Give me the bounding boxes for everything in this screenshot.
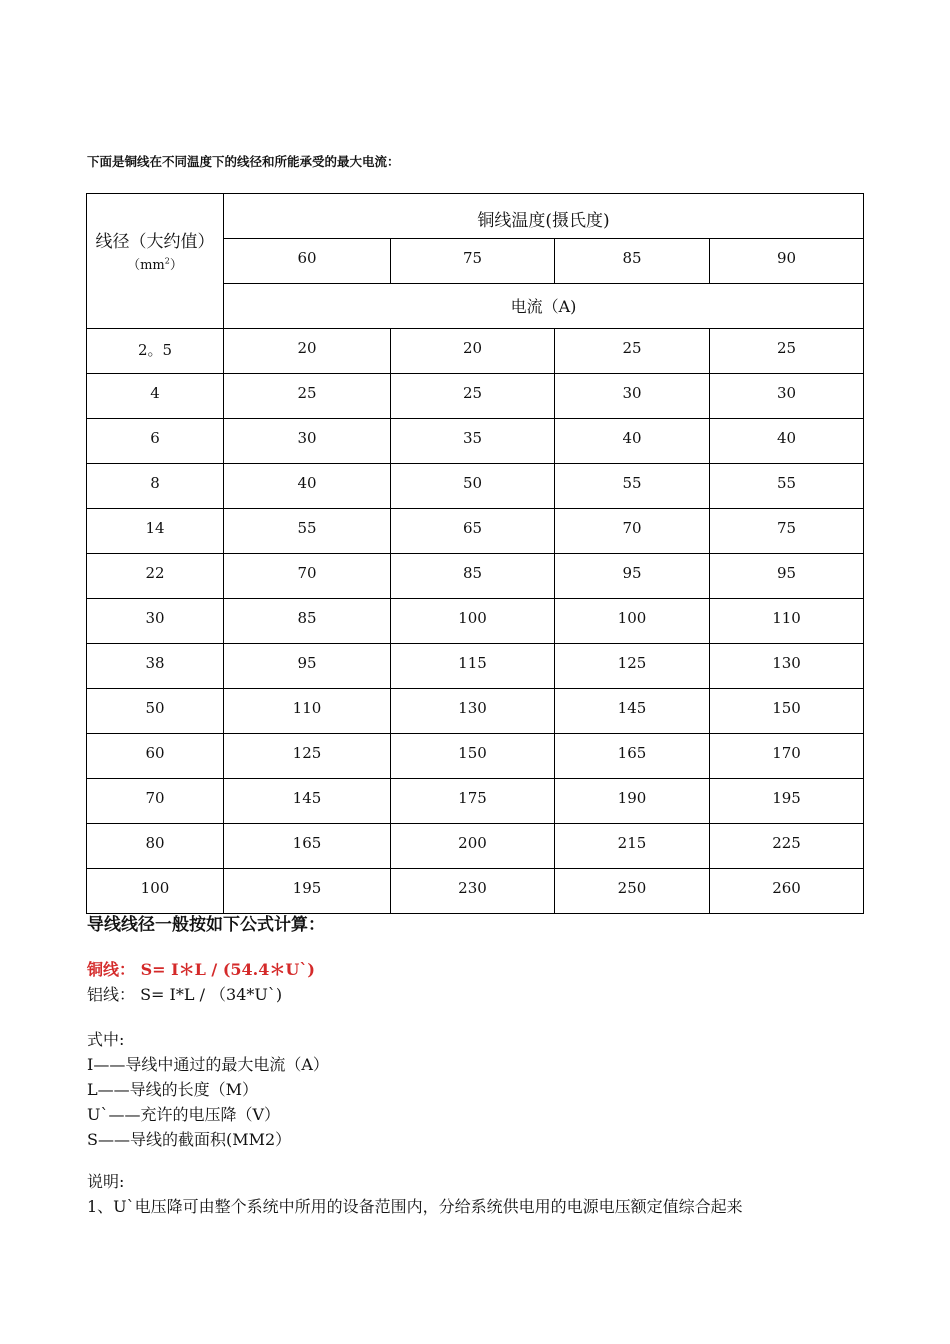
copper-ampacity-table <box>86 193 864 914</box>
definitions-heading: 式中: <box>87 1030 125 1049</box>
current-value-cell: 30 <box>710 374 864 419</box>
table-row <box>87 374 864 419</box>
definition-item: I——导线中通过的最大电流（A） <box>87 1055 329 1074</box>
wire-size-cell: 6 <box>87 419 224 464</box>
current-value-cell: 40 <box>224 464 391 509</box>
current-value-cell: 25 <box>224 374 391 419</box>
table-row <box>87 509 864 554</box>
temperature-header: 铜线温度(摄氏度) <box>224 194 864 239</box>
temperature-cell: 90 <box>710 239 864 284</box>
intro-text: 下面是铜线在不同温度下的线径和所能承受的最大电流： <box>87 154 400 169</box>
wire-size-cell: 80 <box>87 824 224 869</box>
wire-size-cell: 14 <box>87 509 224 554</box>
current-value-cell: 125 <box>224 734 391 779</box>
definition-item: L——导线的长度（M） <box>87 1080 259 1099</box>
current-value-cell: 190 <box>555 779 710 824</box>
current-value-cell: 65 <box>391 509 555 554</box>
current-value-cell: 25 <box>710 329 864 374</box>
current-value-cell: 70 <box>224 554 391 599</box>
notes-block <box>87 1169 743 1219</box>
current-value-cell: 40 <box>710 419 864 464</box>
table-row <box>87 419 864 464</box>
copper-formula: 铜线： S= I＊L / (54.4＊U`) <box>87 960 315 979</box>
current-header: 电流（A) <box>224 284 864 329</box>
row-header-unit: $(mm^2)$ <box>127 256 183 273</box>
current-value-cell: 110 <box>224 689 391 734</box>
table-row <box>87 824 864 869</box>
current-value-cell: 85 <box>391 554 555 599</box>
definition-item: U`——充许的电压降（V） <box>87 1105 281 1124</box>
row-header-label: 线径（大约值） <box>95 232 215 252</box>
current-value-cell: 95 <box>710 554 864 599</box>
wire-size-cell: 8 <box>87 464 224 509</box>
current-value-cell: 55 <box>555 464 710 509</box>
wire-size-cell: 38 <box>87 644 224 689</box>
current-value-cell: 145 <box>555 689 710 734</box>
temperature-cell: 85 <box>555 239 710 284</box>
current-value-cell: 70 <box>555 509 710 554</box>
wire-size-cell: 60 <box>87 734 224 779</box>
table-row <box>87 464 864 509</box>
current-value-cell: 35 <box>391 419 555 464</box>
table-row <box>87 329 864 374</box>
table-row <box>87 644 864 689</box>
current-value-cell: 20 <box>391 329 555 374</box>
current-value-cell: 145 <box>224 779 391 824</box>
current-value-cell: 150 <box>710 689 864 734</box>
current-value-cell: 130 <box>710 644 864 689</box>
current-value-cell: 25 <box>555 329 710 374</box>
definition-item: S——导线的截面积(MM2） <box>87 1130 292 1149</box>
table-row <box>87 869 864 914</box>
table-row <box>87 554 864 599</box>
current-value-cell: 30 <box>555 374 710 419</box>
wire-size-cell: 22 <box>87 554 224 599</box>
temperature-cell: 75 <box>391 239 555 284</box>
current-value-cell: 230 <box>391 869 555 914</box>
current-value-cell: 110 <box>710 599 864 644</box>
current-value-cell: 50 <box>391 464 555 509</box>
current-value-cell: 150 <box>391 734 555 779</box>
current-value-cell: 250 <box>555 869 710 914</box>
current-value-cell: 55 <box>710 464 864 509</box>
wire-size-cell: 50 <box>87 689 224 734</box>
table-row <box>87 779 864 824</box>
table-row <box>87 734 864 779</box>
table-body <box>87 329 864 914</box>
current-value-cell: 75 <box>710 509 864 554</box>
current-value-cell: 170 <box>710 734 864 779</box>
current-value-cell: 130 <box>391 689 555 734</box>
current-value-cell: 95 <box>555 554 710 599</box>
current-value-cell: 165 <box>224 824 391 869</box>
current-value-cell: 215 <box>555 824 710 869</box>
note-item: 1、U`电压降可由整个系统中所用的设备范围内，分给系统供电用的电源电压额定值综合起来 <box>87 1197 743 1216</box>
wire-size-cell: 70 <box>87 779 224 824</box>
current-value-cell: 85 <box>224 599 391 644</box>
current-value-cell: 260 <box>710 869 864 914</box>
current-value-cell: 20 <box>224 329 391 374</box>
definitions-block <box>87 1027 329 1152</box>
notes-heading: 说明: <box>87 1172 125 1191</box>
current-value-cell: 165 <box>555 734 710 779</box>
current-value-cell: 40 <box>555 419 710 464</box>
current-value-cell: 225 <box>710 824 864 869</box>
current-value-cell: 95 <box>224 644 391 689</box>
current-value-cell: 195 <box>710 779 864 824</box>
table-row <box>87 599 864 644</box>
wire-size-cell: 4 <box>87 374 224 419</box>
formula-title: 导线线径一般按如下公式计算： <box>87 915 325 935</box>
aluminum-formula: 铝线： S= I*L / （34*U`) <box>87 985 283 1004</box>
current-value-cell: 175 <box>391 779 555 824</box>
temperature-cell: 60 <box>224 239 391 284</box>
table-row <box>87 689 864 734</box>
current-value-cell: 115 <box>391 644 555 689</box>
row-header-cell <box>87 194 224 329</box>
wire-size-cell: 100 <box>87 869 224 914</box>
current-value-cell: 25 <box>391 374 555 419</box>
current-value-cell: 125 <box>555 644 710 689</box>
current-value-cell: 30 <box>224 419 391 464</box>
current-value-cell: 100 <box>555 599 710 644</box>
wire-size-cell: 30 <box>87 599 224 644</box>
wire-size-cell: 2。5 <box>87 329 224 374</box>
current-value-cell: 55 <box>224 509 391 554</box>
current-value-cell: 195 <box>224 869 391 914</box>
current-value-cell: 100 <box>391 599 555 644</box>
current-value-cell: 200 <box>391 824 555 869</box>
